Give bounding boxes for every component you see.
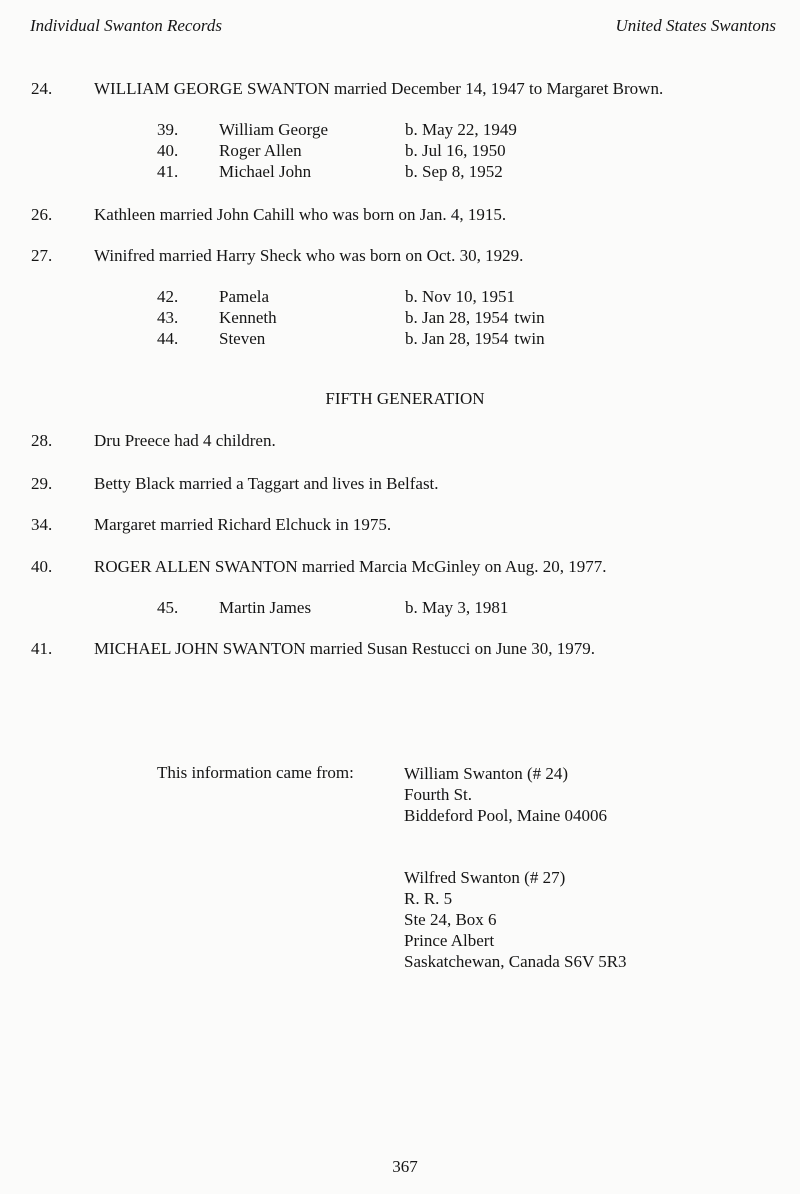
child-name: Kenneth [219,308,277,327]
child-row [0,119,800,140]
child-name: Pamela [219,287,270,306]
entry-number: 41. [31,639,53,658]
entry-number: 26. [31,205,53,224]
child-name: Roger Allen [219,141,302,160]
entry-text: Dru Preece had 4 children. [94,431,276,450]
child-birth: b. May 3, 1981 [405,598,509,617]
child-row [0,140,800,161]
entry-text: Margaret married Richard Elchuck in 1975. [94,515,392,534]
entry-text: Winifred married Harry Sheck who was born on Oct. 30, 1929. [94,246,524,265]
child-name: Michael John [219,162,312,181]
child-birth: b. Sep 8, 1952 [405,162,503,181]
twin-note: twin [514,308,545,327]
children-list-27 [0,286,800,349]
running-header-left: Individual Swanton Records [30,16,223,35]
child-birth: b. Jul 16, 1950 [405,141,506,160]
address-line: Saskatchewan, Canada S6V 5R3 [404,952,627,971]
entry-text: ROGER ALLEN SWANTON married Marcia McGinley on Aug. 20, 1977. [94,557,607,576]
child-row [0,307,800,328]
child-number: 43. [157,308,179,327]
address-line: Prince Albert [404,931,495,950]
child-birth: b. Nov 10, 1951 [405,287,516,306]
source-address-1 [404,763,607,826]
child-birth [405,328,545,349]
child-number: 41. [157,162,179,181]
child-name: William George [219,120,328,139]
child-number: 44. [157,329,179,348]
entry-number: 34. [31,515,53,534]
address-line: Wilfred Swanton (# 27) [404,868,566,887]
child-name: Steven [219,329,266,348]
child-number: 40. [157,141,179,160]
twin-note: twin [514,329,545,348]
section-heading: FIFTH GENERATION [325,389,485,408]
entry-number: 24. [31,79,53,98]
entry-number: 27. [31,246,53,265]
child-row [0,286,800,307]
child-number: 39. [157,120,179,139]
address-line: Fourth St. [404,785,473,804]
entry-text: Betty Black married a Taggart and lives in Belfast. [94,474,439,493]
child-number: 42. [157,287,179,306]
entry-number: 40. [31,557,53,576]
address-line: Ste 24, Box 6 [404,910,497,929]
children-list-40 [0,597,800,618]
entry-text: Kathleen married John Cahill who was born on Jan. 4, 1915. [94,205,507,224]
child-birth-date: b. Jan 28, 1954 [405,308,509,327]
page-number: 367 [392,1157,418,1176]
child-birth: b. May 22, 1949 [405,120,517,139]
child-number: 45. [157,598,179,617]
child-row [0,161,800,182]
entry-number: 29. [31,474,53,493]
address-line: R. R. 5 [404,889,453,908]
child-birth [405,307,545,328]
address-line: Biddeford Pool, Maine 04006 [404,806,608,825]
source-address-2 [404,867,627,972]
address-line: William Swanton (# 24) [404,764,569,783]
child-birth-date: b. Jan 28, 1954 [405,329,509,348]
child-row [0,597,800,618]
running-header-right: United States Swantons [615,16,776,35]
child-row [0,328,800,349]
children-list-24 [0,119,800,182]
entry-number: 28. [31,431,53,450]
source-label: This information came from: [157,763,354,782]
child-name: Martin James [219,598,312,617]
entry-text: MICHAEL JOHN SWANTON married Susan Restucci on June 30, 1979. [94,639,595,658]
entry-text: WILLIAM GEORGE SWANTON married December 14, 1947 to Margaret Brown. [94,79,664,98]
